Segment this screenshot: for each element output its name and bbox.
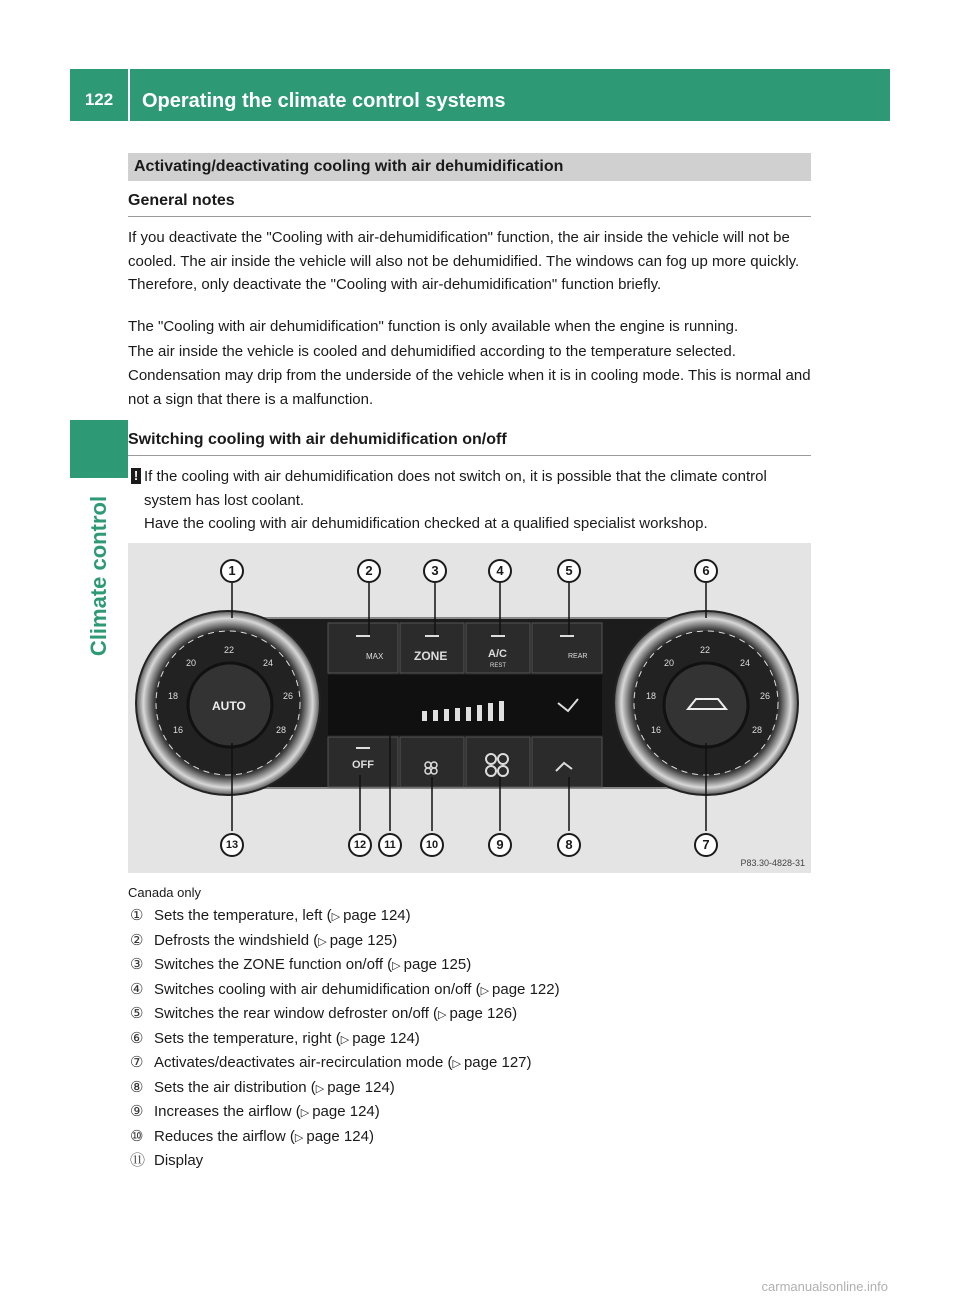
legend-item-text: Activates/deactivates air-recirculation mode ( — [154, 1054, 453, 1071]
page-reference-arrow-icon: ▷ — [392, 960, 401, 972]
callout-4: 4 — [488, 559, 512, 583]
svg-text:28: 28 — [276, 725, 287, 735]
legend-item-number: ⑩ — [130, 1127, 144, 1145]
callout-10: 10 — [420, 833, 444, 857]
page-reference-link[interactable]: page 124) — [343, 907, 411, 924]
page-reference-arrow-icon: ▷ — [438, 1009, 447, 1021]
legend-item-number: ① — [130, 907, 144, 924]
general-notes-paragraph-4: Condensation may drip from the underside of the vehicle when it is in cooling mode. This is normal and not a sign that there is a malfunction. — [128, 367, 811, 408]
legend-item-text: Defrosts the windshield ( — [154, 931, 319, 949]
legend-item-text: Reduces the airflow ( — [154, 1127, 295, 1145]
svg-text:26: 26 — [283, 691, 294, 701]
page-reference-link[interactable]: page 124) — [306, 1127, 374, 1145]
callout-13: 13 — [220, 833, 244, 857]
legend-item-number: ⑤ — [130, 1005, 144, 1022]
callout-7: 7 — [694, 833, 718, 857]
page-reference-link[interactable]: page 124) — [327, 1078, 395, 1096]
chapter-tab-label: Climate control — [86, 495, 111, 657]
page-reference-link[interactable]: page 127) — [463, 1054, 532, 1071]
svg-text:16: 16 — [173, 725, 184, 735]
section-title: Activating/deactivating cooling with air dehumidification — [134, 158, 564, 175]
rest-label: REST — [490, 663, 507, 669]
page-reference-arrow-icon: ▷ — [452, 1058, 461, 1070]
general-notes-paragraph-2: The "Cooling with air dehumidification" function is only available when the engine is running. — [128, 318, 739, 335]
footer-watermark: carmanualsonline.info — [761, 1279, 888, 1294]
zone-label: ZONE — [414, 649, 448, 663]
callout-1: 1 — [220, 559, 244, 583]
page-reference-link[interactable]: page 124) — [352, 1029, 420, 1047]
legend-item-text: Display — [154, 1152, 204, 1169]
callout-12: 12 — [348, 833, 372, 857]
page-reference-arrow-icon: ▷ — [318, 935, 327, 948]
legend-item-text: Sets the temperature, right ( — [154, 1029, 341, 1047]
legend-item-text: Switches the rear window defroster on/off ( — [154, 1005, 439, 1022]
legend-item — [130, 1101, 380, 1123]
general-notes-heading: General notes — [128, 192, 235, 209]
legend-item-number: ③ — [130, 956, 144, 973]
legend-item — [130, 979, 560, 1001]
svg-text:18: 18 — [646, 691, 657, 701]
general-notes-paragraph-1: If you deactivate the "Cooling with air-dehumidification" function, the air inside the vehicle will not be cooled. The air inside the vehicle will also not be dehumidified. The windows can fog up more quickly. Therefore, only deactivate the "Cooling with air-dehumidification" function briefly. — [128, 229, 800, 293]
page-reference-link[interactable]: page 125) — [329, 931, 398, 949]
legend-item-text: Increases the airflow ( — [154, 1103, 301, 1120]
page-reference-arrow-icon: ▷ — [480, 984, 490, 997]
page-reference-link[interactable]: page 126) — [449, 1005, 518, 1022]
left-temperature-dial — [136, 611, 320, 795]
callout-8: 8 — [557, 833, 581, 857]
svg-text:20: 20 — [186, 658, 197, 668]
legend-item-number: ⑥ — [130, 1029, 144, 1047]
svg-text:26: 26 — [760, 691, 771, 701]
svg-text:18: 18 — [168, 691, 179, 701]
off-label: OFF — [352, 759, 374, 771]
legend-item-text: Switches the ZONE function on/off ( — [154, 956, 393, 973]
legend-item-number: ⑪ — [130, 1152, 146, 1169]
legend-item — [130, 930, 397, 952]
climate-control-panel-figure — [128, 543, 811, 873]
switching-heading: Switching cooling with air dehumidification on/off — [128, 431, 507, 448]
page-reference-link[interactable]: page 124) — [312, 1103, 380, 1120]
svg-text:24: 24 — [263, 658, 274, 668]
general-notes-paragraph-3: The air inside the vehicle is cooled and dehumidified according to the temperature selected. — [128, 343, 736, 360]
legend-item — [130, 905, 411, 927]
legend-item — [130, 1028, 420, 1050]
svg-text:16: 16 — [651, 725, 662, 735]
page-reference-arrow-icon: ▷ — [340, 1033, 350, 1046]
figure-code: P83.30-4828-31 — [740, 858, 805, 868]
control-panel-illustration — [128, 543, 811, 873]
legend-item-number: ⑨ — [130, 1103, 144, 1120]
page-reference-arrow-icon: ▷ — [315, 1082, 325, 1095]
legend-item — [130, 1003, 517, 1025]
warning-text-1: If the cooling with air dehumidification does not switch on, it is possible that the climate control system has lost coolant. — [144, 468, 767, 509]
page-reference-arrow-icon: ▷ — [331, 911, 341, 923]
callout-9: 9 — [488, 833, 512, 857]
legend-item — [130, 1052, 532, 1074]
page-reference-link[interactable]: page 122) — [492, 980, 560, 998]
page-reference-arrow-icon: ▷ — [300, 1107, 310, 1119]
legend-item-number: ⑧ — [130, 1078, 144, 1096]
callout-3: 3 — [423, 559, 447, 583]
heading-rule — [128, 455, 811, 456]
header-separator — [128, 69, 130, 121]
legend-item-number: ② — [130, 931, 144, 949]
svg-text:24: 24 — [740, 658, 751, 668]
warning-text-2: Have the cooling with air dehumidification checked at a qualified specialist workshop. — [144, 515, 708, 532]
heading-rule — [128, 216, 811, 217]
svg-text:22: 22 — [224, 645, 235, 655]
legend-item — [130, 954, 471, 976]
rear-label: REAR — [568, 653, 588, 660]
warning-icon: ! — [131, 468, 141, 484]
figure-caption: Canada only — [128, 885, 201, 900]
legend-item-text: Switches cooling with air dehumidification on/off ( — [154, 980, 481, 998]
legend-item-text: Sets the air distribution ( — [154, 1078, 316, 1096]
legend-item-number: ④ — [130, 980, 144, 998]
legend-item-number: ⑦ — [130, 1054, 144, 1071]
svg-text:22: 22 — [700, 645, 711, 655]
max-label: MAX — [366, 652, 384, 661]
page-reference-arrow-icon: ▷ — [294, 1131, 304, 1144]
svg-text:20: 20 — [664, 658, 675, 668]
page-number: 122 — [84, 90, 114, 109]
ac-label: A/C — [488, 648, 507, 660]
callout-6: 6 — [694, 559, 718, 583]
legend-item — [130, 1077, 395, 1099]
legend-item — [130, 1126, 374, 1148]
page-reference-link[interactable]: page 125) — [403, 956, 472, 973]
page-title: Operating the climate control systems — [142, 90, 506, 112]
legend-item-text: Sets the temperature, left ( — [154, 907, 332, 924]
chapter-tab-marker — [70, 420, 128, 478]
callout-2: 2 — [357, 559, 381, 583]
callout-5: 5 — [557, 559, 581, 583]
auto-label: AUTO — [212, 699, 246, 713]
legend-item — [130, 1150, 203, 1172]
svg-text:28: 28 — [752, 725, 763, 735]
callout-11: 11 — [378, 833, 402, 857]
